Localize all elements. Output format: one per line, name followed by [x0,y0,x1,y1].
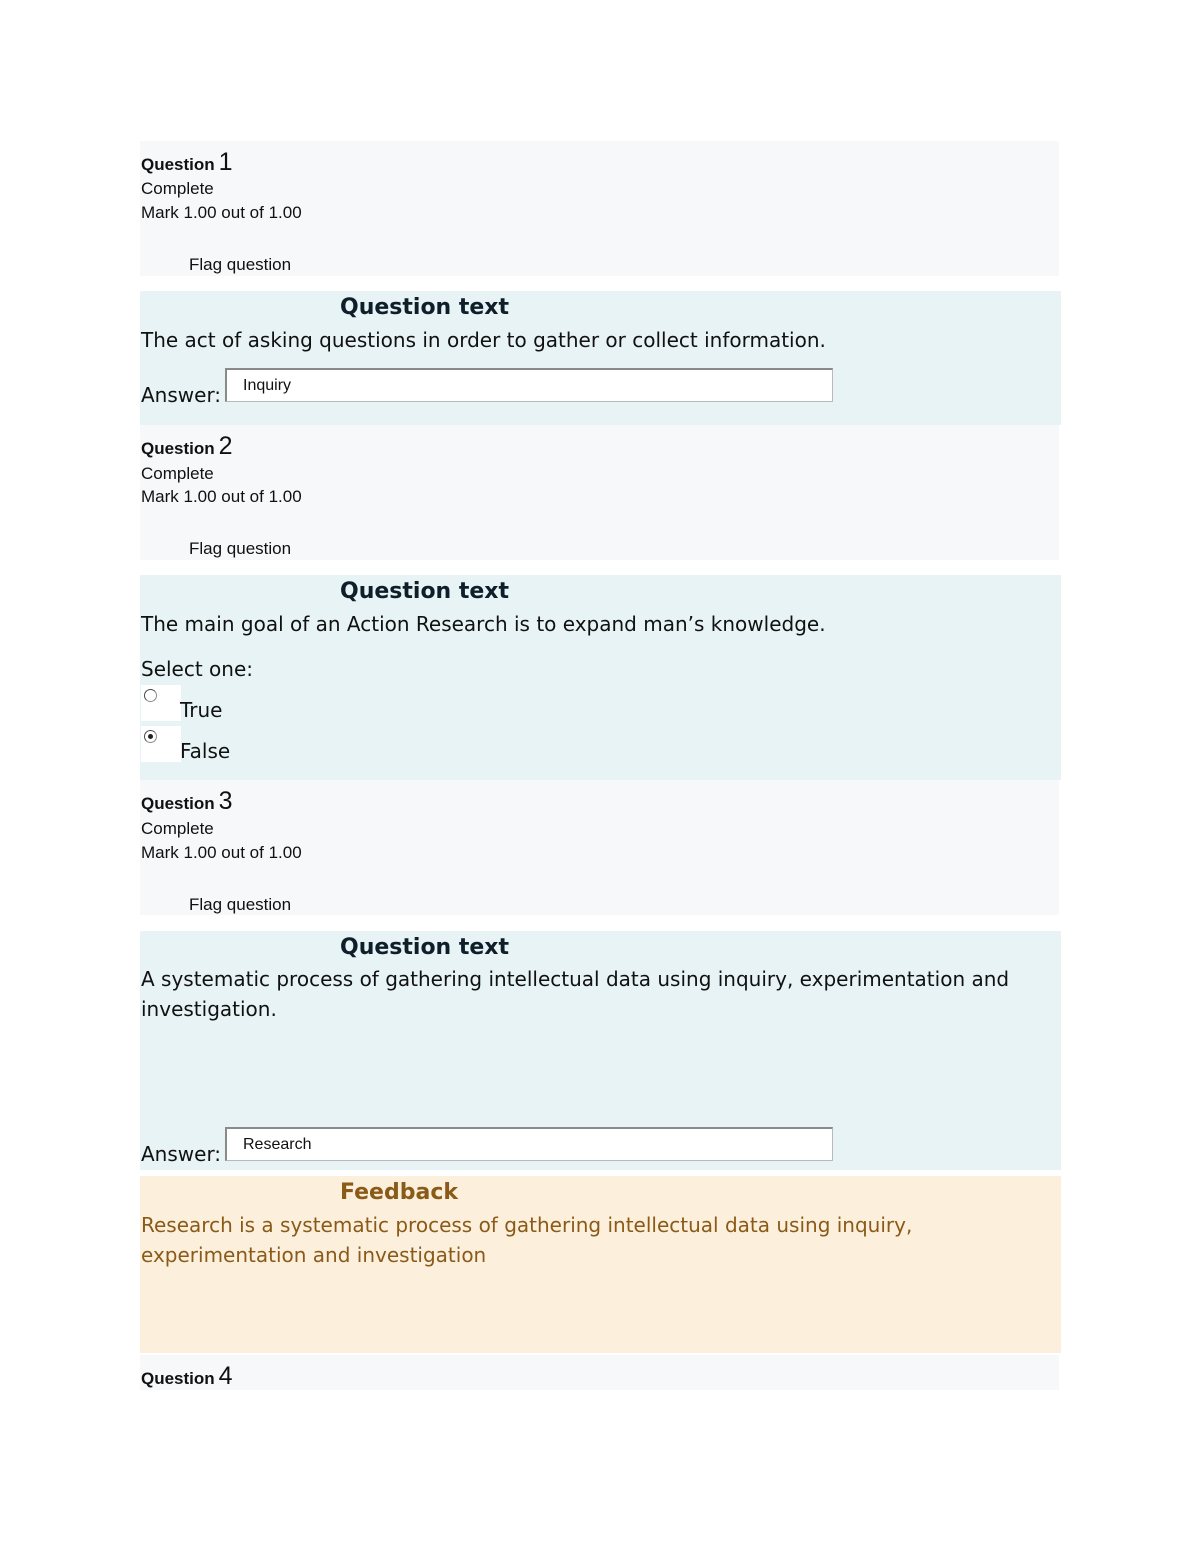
option-false-radio[interactable] [144,730,157,743]
question-2-mark: Mark 1.00 out of 1.00 [141,487,302,506]
question-1-state: Complete [141,179,214,198]
option-true-radio[interactable] [144,689,157,702]
question-3-text: A systematic process of gathering intellectual data using inquiry, experimentation and investigation. [141,967,1010,1021]
question-1-mark: Mark 1.00 out of 1.00 [141,203,302,222]
option-true-label[interactable]: True [180,698,223,722]
option-true-cell [141,685,181,721]
question-2-select-label: Select one: [141,657,254,681]
feedback-text: Research is a systematic process of gathering intellectual data using inquiry, experimentation and investigation [141,1213,913,1267]
feedback-heading: Feedback [340,1180,458,1205]
question-3-answer-label: Answer: [141,1142,222,1166]
question-1-text-heading: Question text [340,295,510,320]
question-4-number: Question 4 [141,1362,233,1390]
question-1-number: Question 1 [141,148,233,176]
question-2-number: Question 2 [141,432,233,460]
question-3-mark: Mark 1.00 out of 1.00 [141,843,302,862]
question-2-text: The main goal of an Action Research is to expand man’s knowledge. [141,612,826,636]
question-2-content [140,575,1061,780]
option-false-label[interactable]: False [180,739,231,763]
question-3-text-heading: Question text [340,935,510,960]
question-4-info [140,1355,1059,1390]
question-3-number: Question 3 [141,787,233,815]
option-false-cell [141,726,181,762]
question-2-state: Complete [141,464,214,483]
question-3-flag-link[interactable]: Flag question [189,895,292,914]
question-1-content [140,291,1061,425]
question-1-flag-link[interactable]: Flag question [189,255,292,274]
question-1-text: The act of asking questions in order to gather or collect information. [141,328,826,352]
question-2-text-heading: Question text [340,579,510,604]
question-3-state: Complete [141,819,214,838]
question-2-flag-link[interactable]: Flag question [189,539,292,558]
question-1-answer-input[interactable] [225,368,833,402]
question-1-answer-label: Answer: [141,383,222,407]
question-3-answer-input[interactable] [225,1127,833,1161]
